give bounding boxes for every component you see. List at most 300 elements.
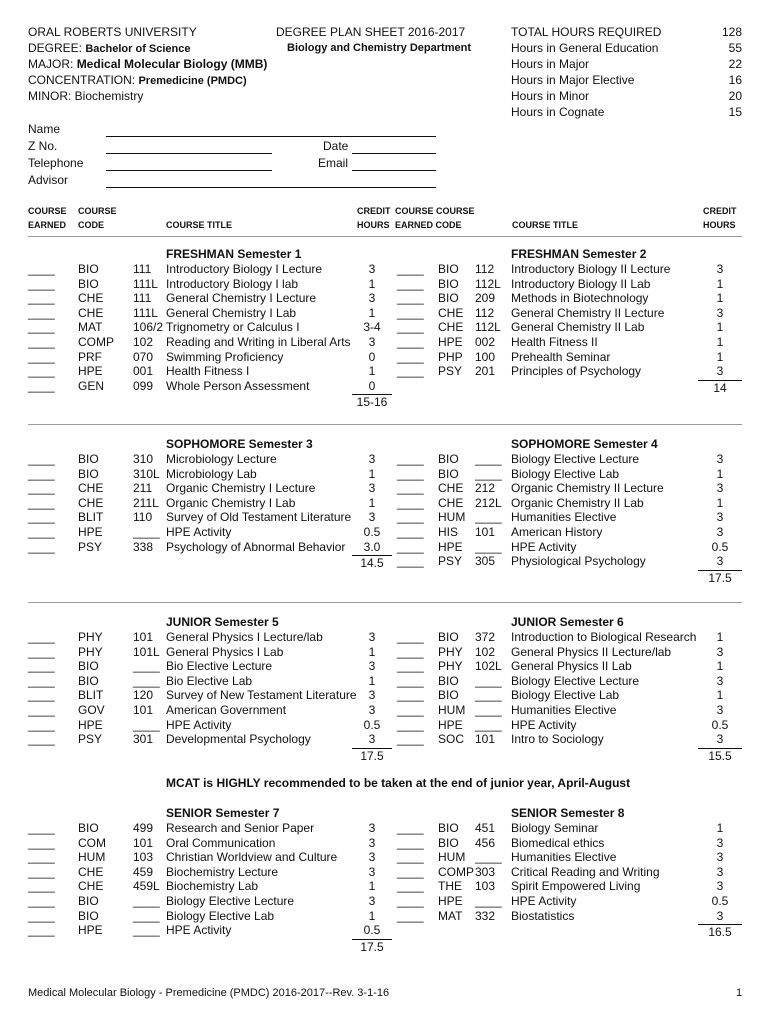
date-input-line[interactable] [352, 153, 436, 154]
course-number: 001 [133, 364, 154, 379]
course-credit-hours: 3 [368, 688, 376, 703]
major-line [28, 57, 267, 71]
course-title: Principles of Psychology [511, 364, 642, 379]
course-code: CHE [78, 291, 104, 306]
course-code: COM [78, 835, 106, 850]
course-earned-blank[interactable]: ____ [28, 821, 55, 835]
course-title: Biostatistics [511, 908, 575, 923]
mcat-note: MCAT is HIGHLY recommended to be taken at the end of junior year, April-August [166, 776, 631, 790]
course-earned-blank[interactable]: ____ [28, 673, 55, 688]
course-number: 310 [133, 452, 154, 466]
course-number: ____ [475, 703, 502, 717]
course-title: Swimming Proficiency [166, 349, 284, 364]
course-earned-blank[interactable]: ____ [28, 894, 55, 908]
separator-sophomore [28, 602, 742, 603]
col-course-title-right: COURSE TITLE [512, 220, 579, 230]
course-credit-hours: 0.5 [711, 894, 729, 908]
course-credit-hours: 3 [716, 908, 724, 923]
advisor-label: Advisor [28, 173, 69, 187]
course-number: 111L [133, 276, 158, 291]
course-code: PSY [78, 732, 103, 747]
semester-total-hours: 15.5 [708, 748, 732, 763]
course-code: BLIT [78, 510, 104, 525]
course-earned-blank[interactable]: ____ [28, 510, 55, 525]
course-earned-blank[interactable]: ____ [397, 659, 424, 674]
course-code: HUM [78, 850, 106, 865]
hours-summary-label: Hours in Major Elective [511, 73, 635, 87]
course-earned-blank[interactable]: ____ [397, 644, 424, 659]
course-number: 459L [133, 879, 160, 894]
course-number: 103 [475, 879, 496, 894]
course-credit-hours: 3 [368, 894, 376, 908]
course-code: BLIT [78, 688, 104, 703]
course-credit-hours: 1 [716, 688, 724, 703]
course-credit-hours: 0.5 [363, 717, 381, 732]
course-code: HPE [78, 364, 103, 379]
course-number: 310L [133, 466, 160, 481]
course-title: Organic Chemistry II Lab [511, 495, 644, 510]
course-code: CHE [438, 320, 464, 335]
course-credit-hours: 0 [368, 349, 376, 364]
course-credit-hours: 3 [716, 732, 724, 747]
course-title: Psychology of Abnormal Behavior [166, 539, 346, 554]
course-number: 106/2 [133, 320, 164, 335]
course-title: Introduction to Biological Research [511, 630, 697, 644]
course-earned-blank[interactable]: ____ [397, 510, 424, 525]
course-title: Humanities Elective [511, 510, 617, 525]
course-earned-blank[interactable]: ____ [397, 335, 424, 349]
course-credit-hours: 3 [368, 659, 376, 674]
course-code: BIO [438, 262, 459, 276]
course-number: 002 [475, 335, 496, 349]
course-number: 112L [475, 320, 501, 335]
course-earned-blank[interactable]: ____ [28, 291, 55, 306]
course-title: American History [511, 525, 603, 539]
course-earned-blank[interactable]: ____ [397, 879, 424, 894]
course-credit-hours: 3 [716, 510, 724, 525]
course-code: BIO [438, 452, 459, 466]
course-earned-blank[interactable]: ____ [397, 466, 424, 481]
course-credit-hours: 3 [716, 262, 724, 276]
course-number: 372 [475, 630, 496, 644]
course-title: Organic Chemistry I Lab [166, 495, 296, 510]
course-title: Humanities Elective [511, 703, 617, 717]
course-credit-hours: 3 [368, 732, 376, 747]
course-code: HPE [78, 525, 103, 539]
course-earned-blank[interactable]: ____ [397, 835, 424, 850]
course-credit-hours: 1 [716, 659, 724, 674]
semester-title: SOPHOMORE Semester 4 [511, 437, 658, 451]
course-credit-hours: 3 [716, 644, 724, 659]
course-earned-blank[interactable]: ____ [397, 688, 424, 703]
course-code: PHY [438, 644, 463, 659]
course-code: BIO [78, 452, 99, 466]
course-earned-blank[interactable]: ____ [397, 908, 424, 923]
course-title: Survey of New Testament Literature [166, 688, 357, 703]
concentration-label: CONCENTRATION: [28, 73, 136, 87]
course-credit-hours: 3 [368, 864, 376, 879]
course-credit-hours: 3 [368, 835, 376, 850]
course-earned-blank[interactable]: ____ [397, 495, 424, 510]
course-earned-blank[interactable]: ____ [397, 894, 424, 908]
semester-title: FRESHMAN Semester 2 [511, 247, 647, 261]
course-code: CHE [78, 879, 104, 894]
course-credit-hours: 1 [368, 673, 376, 688]
semester-total-hours: 17.5 [360, 939, 384, 954]
course-earned-blank[interactable]: ____ [28, 644, 55, 659]
separator-header [28, 236, 742, 237]
course-earned-blank[interactable]: ____ [397, 864, 424, 879]
course-title: Health Fitness I [166, 364, 250, 379]
col-earned-code-right: EARNED CODE [395, 220, 462, 230]
course-title: General Chemistry I Lecture [166, 291, 317, 306]
concentration-value: Premedicine (PMDC) [138, 75, 247, 87]
hours-summary-value: 16 [728, 73, 742, 87]
col-course-code-top: COURSE [78, 206, 117, 216]
course-earned-blank[interactable]: ____ [397, 291, 424, 306]
course-code: CHE [78, 495, 104, 510]
course-code: GOV [78, 703, 105, 717]
semester-total-hours: 14 [713, 380, 727, 395]
course-code: CHE [78, 305, 104, 320]
course-title: General Chemistry II Lab [511, 320, 645, 335]
course-title: HPE Activity [166, 717, 232, 732]
course-earned-blank[interactable]: ____ [28, 452, 55, 466]
course-credit-hours: 3 [368, 703, 376, 717]
course-earned-blank[interactable]: ____ [28, 364, 55, 379]
course-code: BIO [78, 466, 99, 481]
course-credit-hours: 3 [716, 850, 724, 865]
course-earned-blank[interactable]: ____ [28, 466, 55, 481]
course-number: 102L [475, 659, 502, 674]
course-earned-blank[interactable]: ____ [28, 864, 55, 879]
course-credit-hours: 0.5 [363, 923, 381, 938]
col-course-course-right: COURSE COURSE [395, 206, 475, 216]
course-earned-blank[interactable]: ____ [28, 525, 55, 539]
course-earned-blank[interactable]: ____ [28, 481, 55, 496]
course-code: BIO [78, 262, 99, 276]
degree-line [28, 41, 191, 55]
course-earned-blank[interactable]: ____ [397, 539, 424, 554]
course-code: CHE [438, 495, 464, 510]
separator-freshman [28, 424, 742, 425]
course-credit-hours: 0.5 [711, 717, 729, 732]
course-title: General Physics II Lab [511, 659, 632, 674]
course-code: SOC [438, 732, 465, 747]
course-earned-blank[interactable]: ____ [28, 262, 55, 276]
course-earned-blank[interactable]: ____ [397, 262, 424, 276]
course-credit-hours: 3 [716, 554, 724, 569]
course-earned-blank[interactable]: ____ [397, 630, 424, 644]
course-earned-blank[interactable]: ____ [28, 320, 55, 335]
course-number: 212L [475, 495, 502, 510]
course-title: Health Fitness II [511, 335, 598, 349]
email-input-line[interactable] [352, 170, 436, 171]
hours-summary-value: 128 [721, 25, 742, 39]
course-number: ____ [133, 717, 160, 732]
course-credit-hours: 3 [368, 335, 376, 349]
course-code: CHE [438, 305, 464, 320]
course-number: 111L [133, 305, 158, 320]
course-code: PRF [78, 349, 102, 364]
course-title: General Physics II Lecture/lab [511, 644, 672, 659]
course-title: General Chemistry I Lab [166, 305, 297, 320]
course-credit-hours: 1 [716, 630, 724, 644]
course-code: BIO [438, 688, 459, 703]
course-earned-blank[interactable]: ____ [397, 717, 424, 732]
course-credit-hours: 3 [368, 452, 376, 466]
course-title: Biology Elective Lab [166, 908, 275, 923]
col-course-title-left: COURSE TITLE [166, 220, 233, 230]
course-title: HPE Activity [511, 717, 577, 732]
course-earned-blank[interactable]: ____ [28, 305, 55, 320]
course-title: Biology Elective Lecture [511, 673, 640, 688]
course-earned-blank[interactable]: ____ [397, 349, 424, 364]
footer-text: Medical Molecular Biology - Premedicine (PMDC) 2016-2017--Rev. 3-1-16 [28, 987, 390, 999]
course-number: 101 [133, 703, 154, 717]
course-code: BIO [78, 821, 99, 835]
course-title: Whole Person Assessment [166, 378, 310, 393]
date-label: Date [323, 139, 349, 153]
course-earned-blank[interactable]: ____ [397, 673, 424, 688]
course-earned-blank[interactable]: ____ [28, 688, 55, 703]
course-code: BIO [438, 291, 459, 306]
course-code: CHE [78, 481, 104, 496]
course-earned-blank[interactable]: ____ [28, 335, 55, 349]
course-number: ____ [133, 659, 160, 674]
course-credit-hours: 1 [368, 495, 376, 510]
semester-title: SOPHOMORE Semester 3 [166, 437, 313, 451]
course-title: Biology Seminar [511, 821, 599, 835]
course-credit-hours: 3 [716, 864, 724, 879]
course-earned-blank[interactable]: ____ [28, 703, 55, 717]
course-code: BIO [78, 908, 99, 923]
course-title: Physiological Psychology [511, 554, 646, 569]
course-number: 110 [133, 510, 153, 525]
course-title: Bio Elective Lab [166, 673, 253, 688]
course-title: Biomedical ethics [511, 835, 605, 850]
course-credit-hours: 3 [368, 291, 376, 306]
course-earned-blank[interactable]: ____ [397, 481, 424, 496]
course-title: General Physics I Lab [166, 644, 284, 659]
course-earned-blank[interactable]: ____ [28, 879, 55, 894]
email-label: Email [318, 156, 349, 170]
course-code: BIO [78, 276, 99, 291]
course-earned-blank[interactable]: ____ [397, 305, 424, 320]
course-title: Bio Elective Lecture [166, 659, 273, 674]
course-code: CHE [438, 481, 464, 496]
course-number: 212 [475, 481, 496, 496]
course-earned-blank[interactable]: ____ [397, 452, 424, 466]
course-number: 102 [133, 335, 154, 349]
course-title: Biochemistry Lab [166, 879, 259, 894]
hours-summary-value: 22 [728, 57, 742, 71]
course-code: HUM [438, 850, 466, 865]
col-hours-left: HOURS [357, 220, 390, 230]
course-code: BIO [438, 466, 459, 481]
course-earned-blank[interactable]: ____ [397, 276, 424, 291]
course-credit-hours: 3 [716, 673, 724, 688]
course-number: 332 [475, 908, 496, 923]
zno-label: Z No. [28, 139, 58, 153]
course-code: HPE [438, 717, 463, 732]
degree-value: Bachelor of Science [85, 43, 191, 55]
course-earned-blank[interactable]: ____ [28, 539, 55, 554]
course-title: HPE Activity [166, 923, 232, 938]
course-title: Methods in Biotechnology [511, 291, 649, 306]
course-number: ____ [133, 673, 160, 688]
course-number: ____ [475, 688, 502, 703]
course-title: Trignometry or Calculus I [166, 320, 300, 335]
semester-title: JUNIOR Semester 5 [166, 615, 279, 629]
course-title: Microbiology Lecture [166, 452, 277, 466]
course-credit-hours: 3 [368, 481, 376, 496]
col-credit-left: CREDIT [357, 206, 391, 216]
course-earned-blank[interactable]: ____ [28, 276, 55, 291]
course-number: 211L [133, 495, 159, 510]
course-code: COMP [438, 864, 474, 879]
course-earned-blank[interactable]: ____ [397, 320, 424, 335]
course-number: 451 [475, 821, 496, 835]
course-title: Intro to Sociology [511, 732, 604, 747]
course-code: PHY [78, 630, 103, 644]
course-number: 301 [133, 732, 154, 747]
course-number: ____ [133, 525, 160, 539]
course-number: ____ [475, 452, 502, 466]
course-code: HPE [78, 717, 103, 732]
course-code: PHY [78, 644, 103, 659]
name-input-line[interactable] [106, 136, 436, 137]
course-credit-hours: 3 [716, 364, 724, 379]
course-credit-hours: 1 [716, 276, 724, 291]
course-title: General Chemistry II Lecture [511, 305, 665, 320]
course-earned-blank[interactable]: ____ [28, 659, 55, 674]
course-credit-hours: 1 [716, 335, 724, 349]
course-code: BIO [438, 835, 459, 850]
hours-summary-value: 15 [728, 105, 742, 119]
course-title: Developmental Psychology [166, 732, 311, 747]
course-code: HUM [438, 510, 466, 525]
course-code: HPE [78, 923, 103, 938]
course-credit-hours: 1 [368, 364, 376, 379]
course-code: BIO [438, 276, 459, 291]
course-credit-hours: 3 [716, 305, 724, 320]
course-earned-blank[interactable]: ____ [28, 850, 55, 865]
course-earned-blank[interactable]: ____ [28, 349, 55, 364]
course-code: BIO [438, 821, 459, 835]
course-title: Introductory Biology II Lecture [511, 262, 671, 276]
course-number: 112L [475, 276, 501, 291]
course-title: Biology Elective Lecture [166, 894, 295, 908]
sheet-title: DEGREE PLAN SHEET 2016-2017 [276, 25, 466, 39]
course-code: COMP [78, 335, 114, 349]
course-credit-hours: 3 [368, 850, 376, 865]
hours-summary-value: 20 [728, 89, 742, 103]
advisor-input-line[interactable] [106, 187, 436, 188]
course-number: 305 [475, 554, 496, 569]
semester-title: FRESHMAN Semester 1 [166, 247, 302, 261]
course-title: HPE Activity [511, 894, 577, 908]
telephone-input-line[interactable] [106, 170, 272, 171]
course-title: General Physics I Lecture/lab [166, 630, 323, 644]
hours-summary-label: Hours in General Education [511, 41, 659, 55]
semester-title: SENIOR Semester 7 [166, 806, 280, 820]
course-earned-blank[interactable]: ____ [28, 717, 55, 732]
course-title: Research and Senior Paper [166, 821, 315, 835]
course-number: 100 [475, 349, 496, 364]
course-credit-hours: 1 [716, 821, 724, 835]
zno-input-line[interactable] [106, 153, 272, 154]
course-code: PHP [438, 349, 463, 364]
course-title: HPE Activity [511, 539, 577, 554]
course-number: 209 [475, 291, 496, 306]
course-title: American Government [166, 703, 287, 717]
course-earned-blank[interactable]: ____ [28, 378, 55, 393]
course-title: Biology Elective Lab [511, 688, 620, 703]
course-number: 111 [133, 262, 152, 276]
course-number: ____ [475, 717, 502, 732]
course-credit-hours: 3 [716, 703, 724, 717]
course-credit-hours: 0.5 [711, 539, 729, 554]
course-earned-blank[interactable]: ____ [397, 364, 424, 379]
course-number: 101 [475, 525, 496, 539]
col-course-code-bottom: CODE [78, 220, 105, 230]
course-code: PSY [78, 539, 103, 554]
course-credit-hours: 0 [368, 378, 376, 393]
course-earned-blank[interactable]: ____ [397, 554, 424, 569]
course-number: 120 [133, 688, 154, 703]
course-credit-hours: 3 [368, 262, 376, 276]
semester-title: JUNIOR Semester 6 [511, 615, 624, 629]
page-number: 1 [736, 987, 743, 999]
department-name: Biology and Chemistry Department [287, 42, 471, 54]
course-earned-blank[interactable]: ____ [397, 850, 424, 865]
course-earned-blank[interactable]: ____ [28, 732, 55, 747]
course-earned-blank[interactable]: ____ [397, 732, 424, 747]
course-earned-blank[interactable]: ____ [397, 821, 424, 835]
semester-total-hours: 16.5 [708, 925, 732, 940]
course-code: MAT [438, 908, 463, 923]
semester-total-hours: 15-16 [356, 395, 388, 410]
course-credit-hours: 1 [368, 305, 376, 320]
course-code: MAT [78, 320, 103, 335]
course-earned-blank[interactable]: ____ [28, 630, 55, 644]
course-earned-blank[interactable]: ____ [28, 835, 55, 850]
course-credit-hours: 3 [368, 630, 376, 644]
course-code: PSY [438, 364, 463, 379]
course-earned-blank[interactable]: ____ [28, 908, 55, 923]
course-earned-blank[interactable]: ____ [28, 495, 55, 510]
course-code: BIO [78, 673, 99, 688]
minor-line: MINOR: Biochemistry [28, 89, 144, 103]
course-earned-blank[interactable]: ____ [397, 703, 424, 717]
telephone-label: Telephone [28, 156, 84, 170]
course-code: GEN [78, 378, 105, 393]
course-code: BIO [78, 894, 99, 908]
course-title: HPE Activity [166, 525, 232, 539]
course-earned-blank[interactable]: ____ [397, 525, 424, 539]
course-credit-hours: 3 [716, 879, 724, 894]
course-number: 499 [133, 821, 154, 835]
course-number: ____ [475, 539, 502, 554]
course-number: 070 [133, 349, 154, 364]
course-earned-blank[interactable]: ____ [28, 923, 55, 938]
course-credit-hours: 1 [368, 644, 376, 659]
course-number: 456 [475, 835, 496, 850]
course-title: Introductory Biology I lab [166, 276, 299, 291]
course-title: Critical Reading and Writing [511, 864, 660, 879]
course-number: 101 [475, 732, 496, 747]
